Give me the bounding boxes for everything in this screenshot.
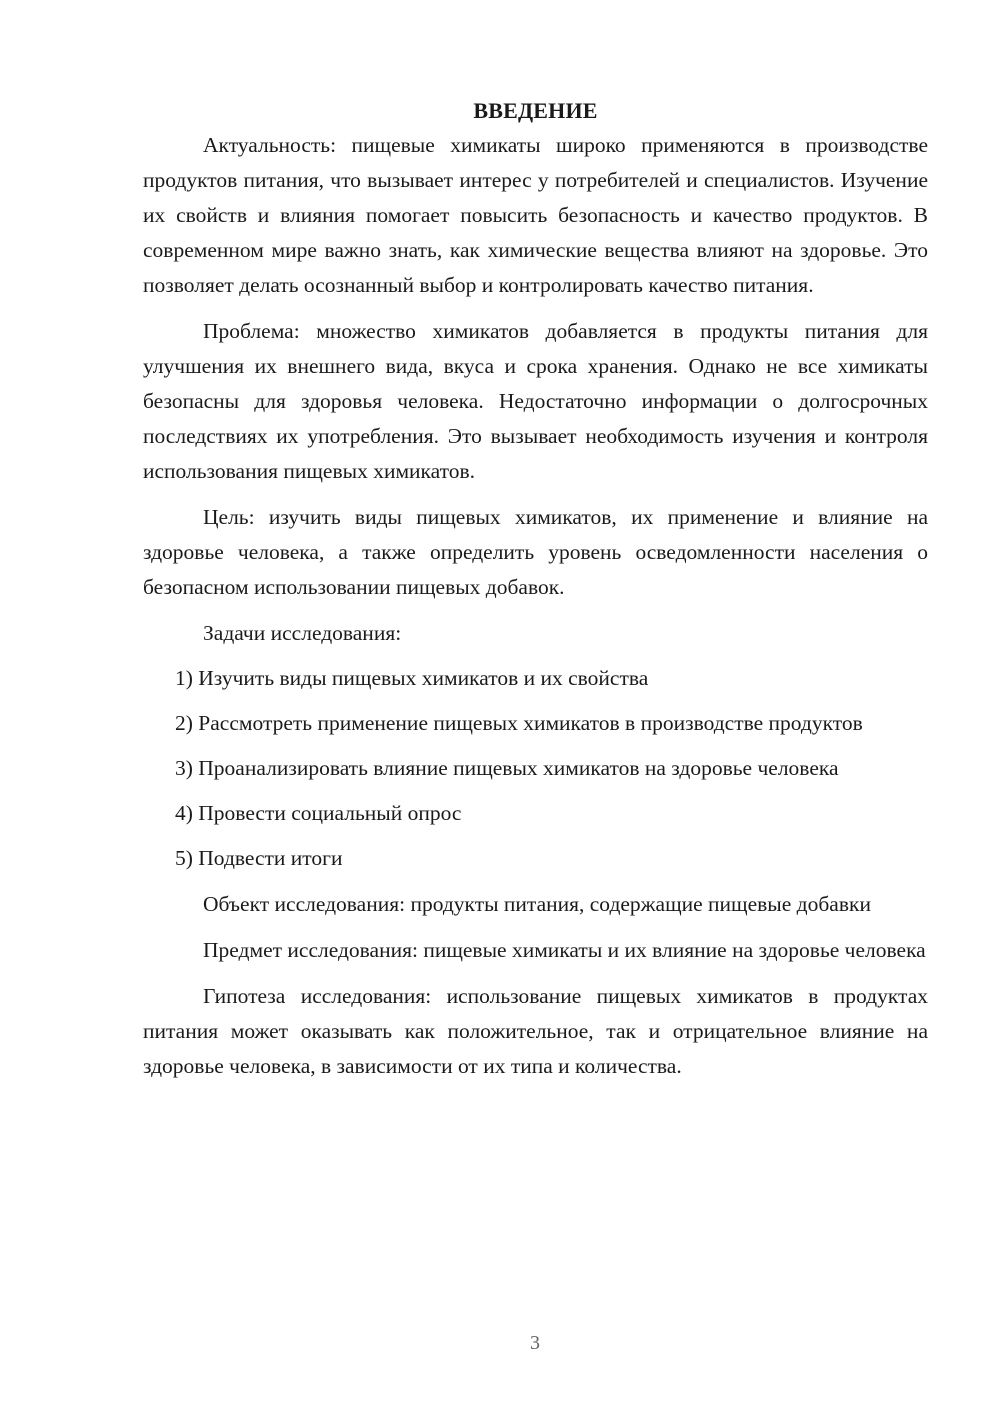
paragraph-object: Объект исследования: продукты питания, содержащие пищевые добавки [203, 892, 871, 916]
tasks-heading: Задачи исследования: [203, 621, 402, 645]
page-number: 3 [530, 1332, 540, 1354]
task-item-1: 1) Изучить виды пищевых химикатов и их свойства [175, 666, 649, 690]
task-item-2: 2) Рассмотреть применение пищевых химикатов в производстве продуктов [175, 711, 863, 735]
paragraph-relevance: Актуальность: пищевые химикаты широко применяются в производстве продуктов питания, что вызывает интерес у потребителей и специалистов. Изучение их свойств и влияния помогает повысить безопасность и качество продуктов. В современном мире важно знать, как химические вещества влияют на здоровье. Это позволяет делать осознанный выбор и контролировать качество питания. [143, 133, 928, 297]
task-item-3: 3) Проанализировать влияние пищевых химикатов на здоровье человека [175, 756, 839, 780]
page-title: ВВЕДЕНИЕ [473, 98, 598, 123]
task-item-5: 5) Подвести итоги [175, 846, 343, 870]
paragraph-subject: Предмет исследования: пищевые химикаты и их влияние на здоровье человека [203, 938, 926, 962]
paragraph-goal: Цель: изучить виды пищевых химикатов, их применение и влияние на здоровье человека, а также определить уровень осведомленности населения о безопасном использовании пищевых добавок. [143, 505, 928, 599]
paragraph-hypothesis: Гипотеза исследования: использование пищевых химикатов в продуктах питания может оказывать как положительное, так и отрицательное влияние на здоровье человека, в зависимости от их типа и количества. [143, 984, 928, 1078]
page-content [143, 94, 928, 1084]
task-item-4: 4) Провести социальный опрос [175, 801, 462, 825]
paragraph-problem: Проблема: множество химикатов добавляется в продукты питания для улучшения их внешнего вида, вкуса и срока хранения. Однако не все химикаты безопасны для здоровья человека. Недостаточно информации о долгосрочных последствиях их употребления. Это вызывает необходимость изучения и контроля использования пищевых химикатов. [143, 319, 928, 483]
